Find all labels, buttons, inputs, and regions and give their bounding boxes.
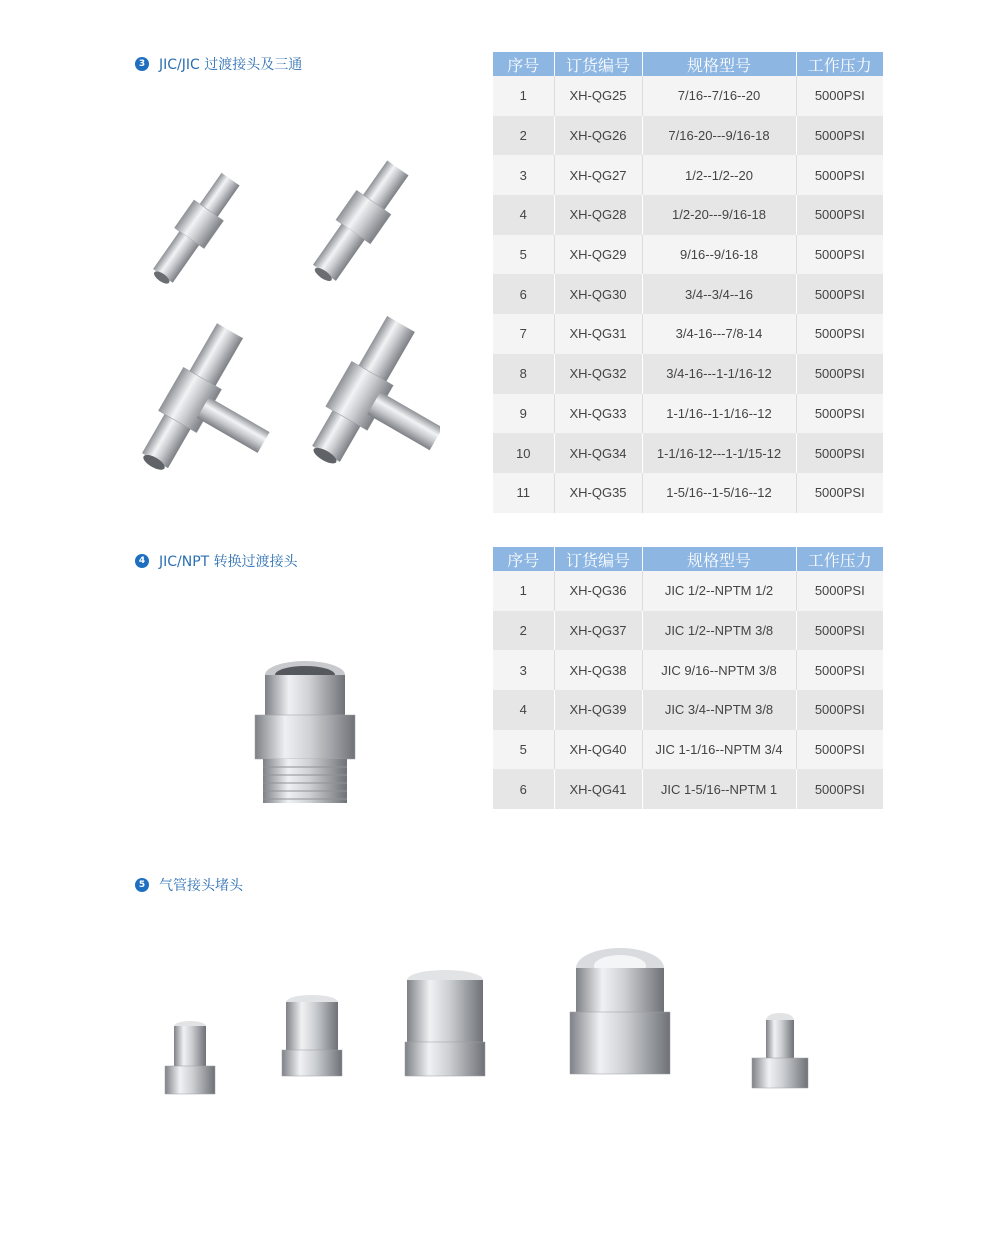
cell-index: 2 bbox=[493, 611, 554, 651]
plug-set-image bbox=[150, 940, 830, 1110]
table-row bbox=[493, 354, 883, 394]
cell-pressure: 5000PSI bbox=[796, 690, 883, 730]
cell-index: 5 bbox=[493, 730, 554, 770]
table-row bbox=[493, 433, 883, 473]
table-row bbox=[493, 571, 883, 611]
cell-spec: 7/16-20---9/16-18 bbox=[642, 116, 796, 156]
cell-pressure: 5000PSI bbox=[796, 235, 883, 275]
cell-order-no: XH-QG39 bbox=[554, 690, 642, 730]
col-header-spec: 规格型号 bbox=[642, 547, 796, 571]
cell-order-no: XH-QG30 bbox=[554, 274, 642, 314]
cell-index: 7 bbox=[493, 314, 554, 354]
cell-index: 5 bbox=[493, 235, 554, 275]
section-3-title: JIC/JIC 过渡接头及三通 bbox=[159, 57, 303, 73]
cell-spec: 3/4-16---1-1/16-12 bbox=[642, 354, 796, 394]
col-header-index: 序号 bbox=[493, 547, 554, 571]
table-row bbox=[493, 769, 883, 809]
cell-index: 1 bbox=[493, 76, 554, 116]
col-header-spec: 规格型号 bbox=[642, 52, 796, 76]
cell-index: 8 bbox=[493, 354, 554, 394]
cell-pressure: 5000PSI bbox=[796, 769, 883, 809]
col-header-order-no: 订货编号 bbox=[554, 52, 642, 76]
table-row bbox=[493, 394, 883, 434]
cell-spec: JIC 3/4--NPTM 3/8 bbox=[642, 690, 796, 730]
table-row bbox=[493, 650, 883, 690]
cell-spec: 1-1/16-12---1-1/15-12 bbox=[642, 433, 796, 473]
section-5-heading bbox=[135, 875, 243, 895]
union-tee-small-image bbox=[132, 320, 303, 490]
section-3-spec-table bbox=[493, 52, 883, 513]
section-3-heading bbox=[135, 54, 302, 74]
cell-pressure: 5000PSI bbox=[796, 354, 883, 394]
straight-union-small-image bbox=[145, 169, 246, 291]
table-row bbox=[493, 473, 883, 513]
cell-spec: JIC 1-1/16--NPTM 3/4 bbox=[642, 730, 796, 770]
cell-index: 4 bbox=[493, 195, 554, 235]
cell-order-no: XH-QG38 bbox=[554, 650, 642, 690]
section-3-number-badge: 3 bbox=[135, 57, 149, 71]
section-4-title: JIC/NPT 转换过渡接头 bbox=[159, 554, 298, 570]
cell-order-no: XH-QG25 bbox=[554, 76, 642, 116]
cell-index: 3 bbox=[493, 155, 554, 195]
cell-spec: JIC 1/2--NPTM 1/2 bbox=[642, 571, 796, 611]
section-3-product-photos bbox=[110, 150, 440, 490]
cell-pressure: 5000PSI bbox=[796, 195, 883, 235]
cell-index: 1 bbox=[493, 571, 554, 611]
cell-spec: JIC 1/2--NPTM 3/8 bbox=[642, 611, 796, 651]
cell-order-no: XH-QG27 bbox=[554, 155, 642, 195]
cell-spec: 3/4-16---7/8-14 bbox=[642, 314, 796, 354]
plug-jic-small-image bbox=[752, 1013, 808, 1088]
cell-order-no: XH-QG33 bbox=[554, 394, 642, 434]
cell-index: 4 bbox=[493, 690, 554, 730]
cell-order-no: XH-QG28 bbox=[554, 195, 642, 235]
cell-pressure: 5000PSI bbox=[796, 730, 883, 770]
section-4-number-badge: 4 bbox=[135, 554, 149, 568]
cell-spec: JIC 9/16--NPTM 3/8 bbox=[642, 650, 796, 690]
cell-order-no: XH-QG35 bbox=[554, 473, 642, 513]
col-header-index: 序号 bbox=[493, 52, 554, 76]
cell-pressure: 5000PSI bbox=[796, 116, 883, 156]
cell-index: 10 bbox=[493, 433, 554, 473]
cell-pressure: 5000PSI bbox=[796, 433, 883, 473]
cell-order-no: XH-QG32 bbox=[554, 354, 642, 394]
cell-order-no: XH-QG37 bbox=[554, 611, 642, 651]
table-header-row bbox=[493, 547, 883, 571]
union-tee-large-image bbox=[302, 312, 440, 490]
plug-large-image bbox=[405, 970, 485, 1076]
table-row bbox=[493, 314, 883, 354]
cell-order-no: XH-QG34 bbox=[554, 433, 642, 473]
table-row bbox=[493, 76, 883, 116]
cell-pressure: 5000PSI bbox=[796, 611, 883, 651]
table-row bbox=[493, 195, 883, 235]
section-4-heading bbox=[135, 551, 298, 571]
cell-pressure: 5000PSI bbox=[796, 571, 883, 611]
cell-spec: 7/16--7/16--20 bbox=[642, 76, 796, 116]
cell-index: 6 bbox=[493, 769, 554, 809]
cell-pressure: 5000PSI bbox=[796, 394, 883, 434]
cell-order-no: XH-QG29 bbox=[554, 235, 642, 275]
cell-order-no: XH-QG26 bbox=[554, 116, 642, 156]
cell-index: 11 bbox=[493, 473, 554, 513]
cell-index: 6 bbox=[493, 274, 554, 314]
cell-index: 3 bbox=[493, 650, 554, 690]
table-row bbox=[493, 235, 883, 275]
cell-pressure: 5000PSI bbox=[796, 274, 883, 314]
col-header-order-no: 订货编号 bbox=[554, 547, 642, 571]
table-row bbox=[493, 690, 883, 730]
cell-index: 9 bbox=[493, 394, 554, 434]
cell-pressure: 5000PSI bbox=[796, 155, 883, 195]
table-row bbox=[493, 116, 883, 156]
cell-pressure: 5000PSI bbox=[796, 314, 883, 354]
cell-spec: 3/4--3/4--16 bbox=[642, 274, 796, 314]
table-row bbox=[493, 730, 883, 770]
table-row bbox=[493, 155, 883, 195]
section-4-spec-table bbox=[493, 547, 883, 809]
cell-spec: 1-5/16--1-5/16--12 bbox=[642, 473, 796, 513]
plug-small-image bbox=[165, 1021, 215, 1094]
cell-pressure: 5000PSI bbox=[796, 650, 883, 690]
cell-pressure: 5000PSI bbox=[796, 473, 883, 513]
cell-spec: 1/2--1/2--20 bbox=[642, 155, 796, 195]
section-5-title: 气管接头堵头 bbox=[159, 878, 243, 894]
cell-spec: 1-1/16--1-1/16--12 bbox=[642, 394, 796, 434]
jic-npt-adapter-image bbox=[235, 655, 375, 815]
plug-medium-image bbox=[282, 995, 342, 1076]
plug-jic-large-image bbox=[570, 948, 670, 1074]
table-header-row bbox=[493, 52, 883, 76]
cell-pressure: 5000PSI bbox=[796, 76, 883, 116]
straight-union-large-image bbox=[304, 156, 415, 290]
cell-order-no: XH-QG40 bbox=[554, 730, 642, 770]
cell-index: 2 bbox=[493, 116, 554, 156]
cell-order-no: XH-QG36 bbox=[554, 571, 642, 611]
table-row bbox=[493, 611, 883, 651]
cell-spec: JIC 1-5/16--NPTM 1 bbox=[642, 769, 796, 809]
table-row bbox=[493, 274, 883, 314]
cell-spec: 9/16--9/16-18 bbox=[642, 235, 796, 275]
cell-spec: 1/2-20---9/16-18 bbox=[642, 195, 796, 235]
section-5-number-badge: 5 bbox=[135, 878, 149, 892]
col-header-pressure: 工作压力 bbox=[796, 547, 883, 571]
cell-order-no: XH-QG31 bbox=[554, 314, 642, 354]
col-header-pressure: 工作压力 bbox=[796, 52, 883, 76]
cell-order-no: XH-QG41 bbox=[554, 769, 642, 809]
